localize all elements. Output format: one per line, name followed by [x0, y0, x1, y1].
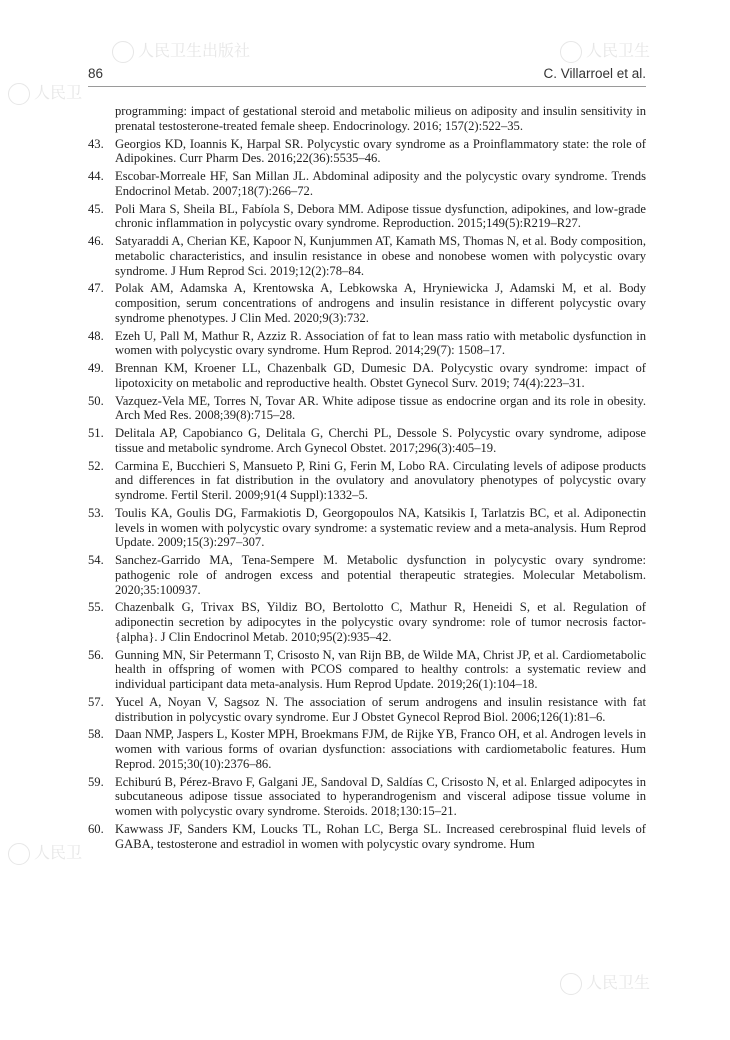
- reference-number: 48.: [88, 328, 104, 343]
- reference-number: 60.: [88, 821, 104, 836]
- watermark: 人民卫: [8, 840, 82, 865]
- reference-item: [88, 329, 646, 359]
- watermark-seal-icon: [8, 843, 30, 865]
- reference-number: 49.: [88, 361, 104, 375]
- page-header: [88, 64, 646, 87]
- reference-item: [88, 648, 646, 692]
- reference-text: Escobar-Morreale HF, San Millan JL. Abdominal adiposity and the polycystic ovary syndrome. Trends Endocrinol Metab. 2007;18(7):266–72.: [115, 169, 646, 198]
- reference-number: 59.: [88, 774, 104, 789]
- reference-item: [88, 600, 646, 644]
- reference-number: 46.: [88, 234, 104, 248]
- watermark: 人民卫生出版社: [112, 38, 250, 63]
- reference-item: [88, 727, 646, 771]
- watermark: 人民卫生: [560, 970, 650, 995]
- reference-number: 54.: [88, 553, 104, 567]
- reference-item: [88, 169, 646, 199]
- reference-number: 55.: [88, 600, 104, 615]
- watermark-seal-icon: [112, 41, 134, 63]
- reference-number: 52.: [88, 458, 104, 473]
- reference-list: [88, 104, 646, 854]
- reference-number: 47.: [88, 281, 104, 296]
- page-number: 86: [88, 66, 104, 81]
- reference-item: [88, 394, 646, 424]
- reference-text: Echiburú B, Pérez-Bravo F, Galgani JE, Sandoval D, Saldías C, Crisosto N, et al. Enlarged adipocytes in subcutaneous adipose tissue associated to hyperandrogenism and visceral adipose tissue volume in women with polycystic ovary syndrome. Steroids. 2018;130:15–21.: [115, 774, 646, 818]
- watermark-seal-icon: [8, 83, 30, 105]
- reference-item: [88, 361, 646, 391]
- reference-text: Daan NMP, Jaspers L, Koster MPH, Broekmans FJM, de Rijke YB, Franco OH, et al. Androgen levels in women with various forms of ovarian dysfunction: associations with cardiometabolic features. Hum Reprod. 2015;30(10):2376–86.: [115, 727, 646, 771]
- watermark: 人民卫生: [560, 38, 650, 63]
- reference-number: 57.: [88, 694, 104, 709]
- reference-text: Georgios KD, Ioannis K, Harpal SR. Polycystic ovary syndrome as a Proinflammatory state: the role of Adipokines. Curr Pharm Des. 2016;22(36):5535–46.: [115, 136, 646, 166]
- reference-text: Poli Mara S, Sheila BL, Fabíola S, Debora MM. Adipose tissue dysfunction, adipokines, and low-grade chronic inflammation in polycystic ovary syndrome. Reproduction. 2015;149(5):R219–R27.: [115, 201, 646, 231]
- reference-item: [88, 553, 646, 597]
- watermark: 人民卫: [8, 80, 82, 105]
- reference-item: [88, 137, 646, 167]
- reference-number: 51.: [88, 426, 104, 440]
- reference-number: 43.: [88, 136, 104, 151]
- reference-number: 58.: [88, 727, 104, 742]
- reference-item: [88, 281, 646, 325]
- reference-number: 44.: [88, 169, 104, 183]
- running-head-author: C. Villarroel et al.: [543, 66, 646, 81]
- reference-text: Toulis KA, Goulis DG, Farmakiotis D, Georgopoulos NA, Katsikis I, Tarlatzis BC, et al. Adiponectin levels in women with polycystic ovary syndrome: a systematic review and a meta-analysis. Hum Reprod Update. 2009;15(3):297–307.: [115, 505, 646, 550]
- reference-item: [88, 202, 646, 232]
- reference-text: Ezeh U, Pall M, Mathur R, Azziz R. Association of fat to lean mass ratio with metabolic dysfunction in women with polycystic ovary syndrome. Hum Reprod. 2014;29(7): 1508–17.: [115, 328, 646, 358]
- reference-text: Vazquez-Vela ME, Torres N, Tovar AR. White adipose tissue as endocrine organ and its role in obesity. Arch Med Res. 2008;39(8):715–28.: [115, 393, 646, 423]
- watermark-seal-icon: [560, 973, 582, 995]
- reference-text: Polak AM, Adamska A, Krentowska A, Lebkowska A, Hryniewicka J, Adamski M, et al. Body composition, serum concentrations of androgens and insulin resistance in different polycystic ovary syndrome phenotypes. J Clin Med. 2020;9(3):732.: [115, 281, 646, 325]
- reference-number: 45.: [88, 201, 104, 216]
- reference-item: [88, 695, 646, 725]
- reference-text: Brennan KM, Kroener LL, Chazenbalk GD, Dumesic DA. Polycystic ovary syndrome: impact of lipotoxicity on metabolic and reproductive health. Obstet Gynecol Surv. 2019; 74(4):223–31.: [115, 361, 646, 390]
- reference-item: [88, 234, 646, 278]
- reference-text: Gunning MN, Sir Petermann T, Crisosto N, van Rijn BB, de Wilde MA, Christ JP, et al. Cardiometabolic health in offspring of women with PCOS compared to healthy controls: a systematic review and individual participant data meta-analysis. Hum Reprod Update. 2019;26(1):104–18.: [115, 647, 646, 691]
- reference-text: Delitala AP, Capobianco G, Delitala G, Cherchi PL, Dessole S. Polycystic ovary syndrome, adipose tissue and metabolic syndrome. Arch Gynecol Obstet. 2017;296(3):405–19.: [115, 426, 646, 455]
- reference-item: [88, 426, 646, 456]
- reference-text: Yucel A, Noyan V, Sagsoz N. The association of serum androgens and insulin resistance with fat distribution in polycystic ovary syndrome. Eur J Obstet Gynecol Reprod Biol. 2006;126(1):81–6.: [115, 694, 646, 724]
- reference-item: [88, 775, 646, 819]
- reference-number: 56.: [88, 647, 104, 662]
- watermark-seal-icon: [560, 41, 582, 63]
- reference-item: [88, 459, 646, 503]
- reference-text: Kawwass JF, Sanders KM, Loucks TL, Rohan LC, Berga SL. Increased cerebrospinal fluid levels of GABA, testosterone and estradiol in women with polycystic ovary syndrome. Hum: [115, 821, 646, 851]
- reference-number: 53.: [88, 505, 104, 520]
- reference-text: Satyaraddi A, Cherian KE, Kapoor N, Kunjummen AT, Kamath MS, Thomas N, et al. Body composition, metabolic characteristics, and insulin resistance in obese and nonobese women with polycystic ovary syndrome. J Hum Reprod Sci. 2019;12(2):78–84.: [115, 234, 646, 278]
- reference-item: [88, 506, 646, 550]
- reference-text: Sanchez-Garrido MA, Tena-Sempere M. Metabolic dysfunction in polycystic ovary syndrome: pathogenic role of androgen excess and potential therapeutic strategies. Molecular Metabolism. 2020;35:100937.: [115, 553, 646, 597]
- reference-items: [88, 137, 646, 852]
- reference-text: Carmina E, Bucchieri S, Mansueto P, Rini G, Ferin M, Lobo RA. Circulating levels of adipose products and differences in fat distribution in the ovulatory and anovulatory phenotypes of polycystic ovary syndrome. Fertil Steril. 2009;91(4 Suppl):1332–5.: [115, 458, 646, 502]
- reference-item: [88, 822, 646, 852]
- reference-continuation: programming: impact of gestational steroid and metabolic milieus on adiposity and insulin sensitivity in prenatal testosterone-treated female sheep. Endocrinology. 2016; 157(2):522–35.: [115, 104, 646, 133]
- reference-number: 50.: [88, 393, 104, 408]
- reference-text: Chazenbalk G, Trivax BS, Yildiz BO, Bertolotto C, Mathur R, Heneidi S, et al. Regulation of adiponectin secretion by adipocytes in the polycystic ovary syndrome: role of tumor necrosis factor-{alpha}. J Clin Endocrinol Metab. 2010;95(2):935–42.: [115, 600, 646, 644]
